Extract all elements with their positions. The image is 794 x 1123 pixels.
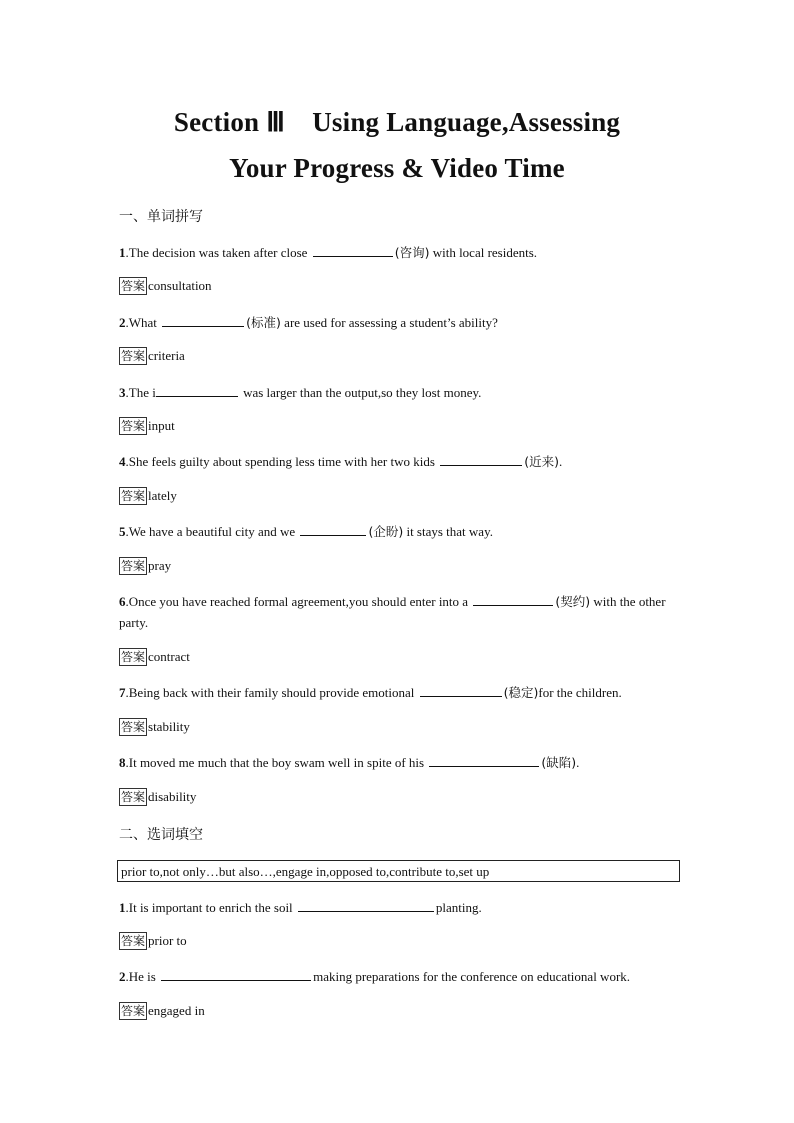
answer-7: 答案 stability: [121, 719, 190, 734]
answer-label-box: 答案: [121, 279, 146, 293]
fill-question-2: 2.He is making preparations for the conference on educational work.: [119, 969, 631, 984]
question-7: 7.Being back with their family should provide emotional (稳定)for the children.: [119, 685, 622, 700]
question-8: 8.It moved me much that the boy swam well in spite of his (缺陷).: [119, 755, 580, 770]
section-heading-spelling: 一、单词拼写: [119, 209, 203, 225]
answer-blank: [161, 968, 311, 981]
answer-8: 答案 disability: [121, 789, 197, 804]
fill-answer-1: 答案 prior to: [121, 933, 187, 948]
answer-blank: [162, 314, 244, 327]
page-title-line-1: Section Ⅲ Using Language,Assessing: [173, 107, 621, 137]
answer-blank: [473, 593, 553, 606]
answer-6: 答案 contract: [121, 649, 190, 664]
answer-2: 答案 criteria: [121, 348, 185, 363]
answer-blank: [156, 384, 238, 397]
word-bank-box: prior to,not only…but also…,engage in,opposed to,contribute to,set up: [117, 860, 680, 882]
page-title-line-2: Your Progress & Video Time: [229, 153, 565, 183]
question-number: 1: [119, 245, 126, 260]
answer-blank: [300, 523, 366, 536]
answer-blank: [420, 684, 502, 697]
answer-1: 答案 consultation: [121, 278, 212, 293]
section-heading-word-choice: 二、选词填空: [119, 827, 203, 843]
answer-blank: [298, 899, 434, 912]
question-1: 1.The decision was taken after close (咨询) with local residents.: [119, 245, 538, 260]
question-3: 3.The i was larger than the output,so they lost money.: [119, 385, 482, 400]
question-6: 6.Once you have reached formal agreement,you should enter into a (契约) with the other party.: [119, 594, 666, 630]
answer-blank: [440, 453, 522, 466]
question-5: 5.We have a beautiful city and we (企盼) it stays that way.: [119, 524, 493, 539]
answer-blank: [313, 244, 393, 257]
answer-blank: [429, 754, 539, 767]
fill-question-1: 1.It is important to enrich the soil planting.: [119, 900, 482, 915]
answer-4: 答案 lately: [121, 488, 177, 503]
answer-3: 答案 input: [121, 418, 175, 433]
fill-answer-2: 答案 engaged in: [121, 1003, 205, 1018]
question-4: 4.She feels guilty about spending less time with her two kids (近来).: [119, 454, 563, 469]
question-2: 2.What (标准) are used for assessing a student’s ability?: [119, 315, 498, 330]
answer-5: 答案 pray: [121, 558, 172, 573]
